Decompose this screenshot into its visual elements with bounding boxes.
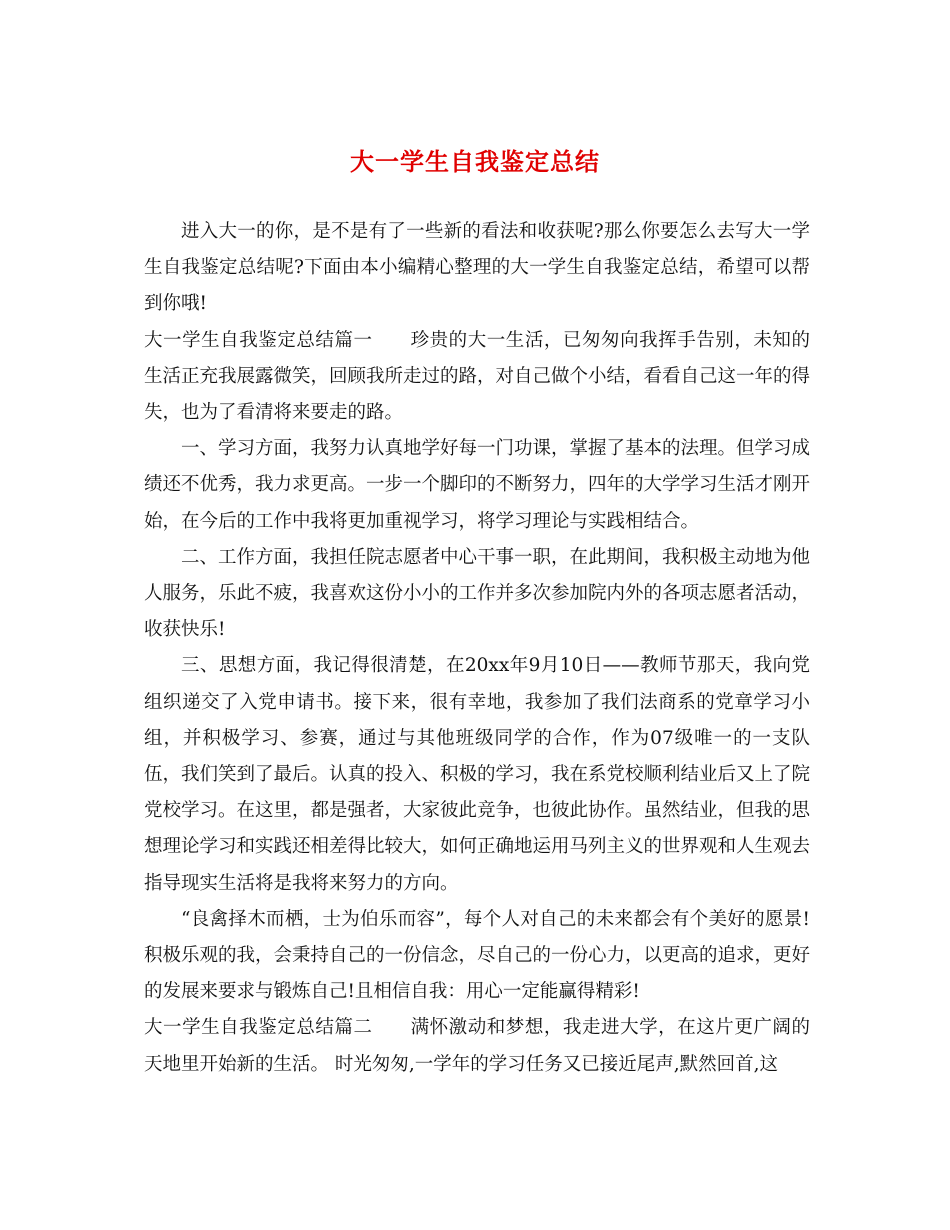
outlook-paragraph: “良禽择木而栖，士为伯乐而容”，每个人对自己的未来都会有个美好的愿景!积极乐观的我，会秉持自己的一份信念，尽自己的一份心力，以更高的追求，更好的发展来要求与锻炼自己!且相信自我：用心一定能赢得精彩!	[144, 908, 811, 1003]
section-two-heading: 大一学生自我鉴定总结篇二	[144, 1017, 373, 1039]
thought-paragraph: 三、思想方面，我记得很清楚，在20xx年9月10日——教师节那天，我向党组织递交了入党申请书。接下来，很有幸地，我参加了我们法商系的党章学习小组，并积极学习、参赛，通过与其他班级同学的合作，作为07级唯一的一支队伍，我们笑到了最后。认真的投入、积极的学习，我在系党校顺利结业后又上了院党校学习。在这里，都是强者，大家彼此竞争，也彼此协作。虽然结业，但我的思想理论学习和实践还相差得比较大，如何正确地运用马列主义的世界观和人生观去指导现实生活将是我将来努力的方向。	[144, 655, 811, 894]
section-two-paragraph	[144, 1010, 810, 1082]
document-title: 大一学生自我鉴定总结	[350, 147, 600, 176]
section-one-text: 珍贵的大一生活，已匆匆向我挥手告别，未知的生活正充我展露微笑，回顾我所走过的路，对自己做个小结，看看自己这一年的得失，也为了看清将来要走的路。	[144, 329, 811, 424]
section-one-paragraph	[144, 323, 810, 432]
section-two-text: 满怀激动和梦想，我走进大学，在这片更广阔的天地里开始新的生活。 时光匆匆,一学年的学习任务又已接近尾声,默然回首,这	[144, 1017, 810, 1075]
document-body	[144, 214, 810, 1083]
study-paragraph: 一、学习方面，我努力认真地学好每一门功课，掌握了基本的法理。但学习成绩还不优秀，我力求更高。一步一个脚印的不断努力，四年的大学学习生活才刚开始，在今后的工作中我将更加重视学习，将学习理论与实践相结合。	[144, 438, 811, 532]
work-paragraph: 二、工作方面，我担任院志愿者中心干事一职，在此期间，我积极主动地为他人服务，乐此不疲，我喜欢这份小小的工作并多次参加院内外的各项志愿者活动，收获快乐!	[144, 546, 811, 641]
intro-paragraph: 进入大一的你，是不是有了一些新的看法和收获呢?那么你要怎么去写大一学生自我鉴定总结呢?下面由本小编精心整理的大一学生自我鉴定总结，希望可以帮到你哦!	[144, 221, 810, 315]
section-one-heading: 大一学生自我鉴定总结篇一	[144, 329, 373, 351]
